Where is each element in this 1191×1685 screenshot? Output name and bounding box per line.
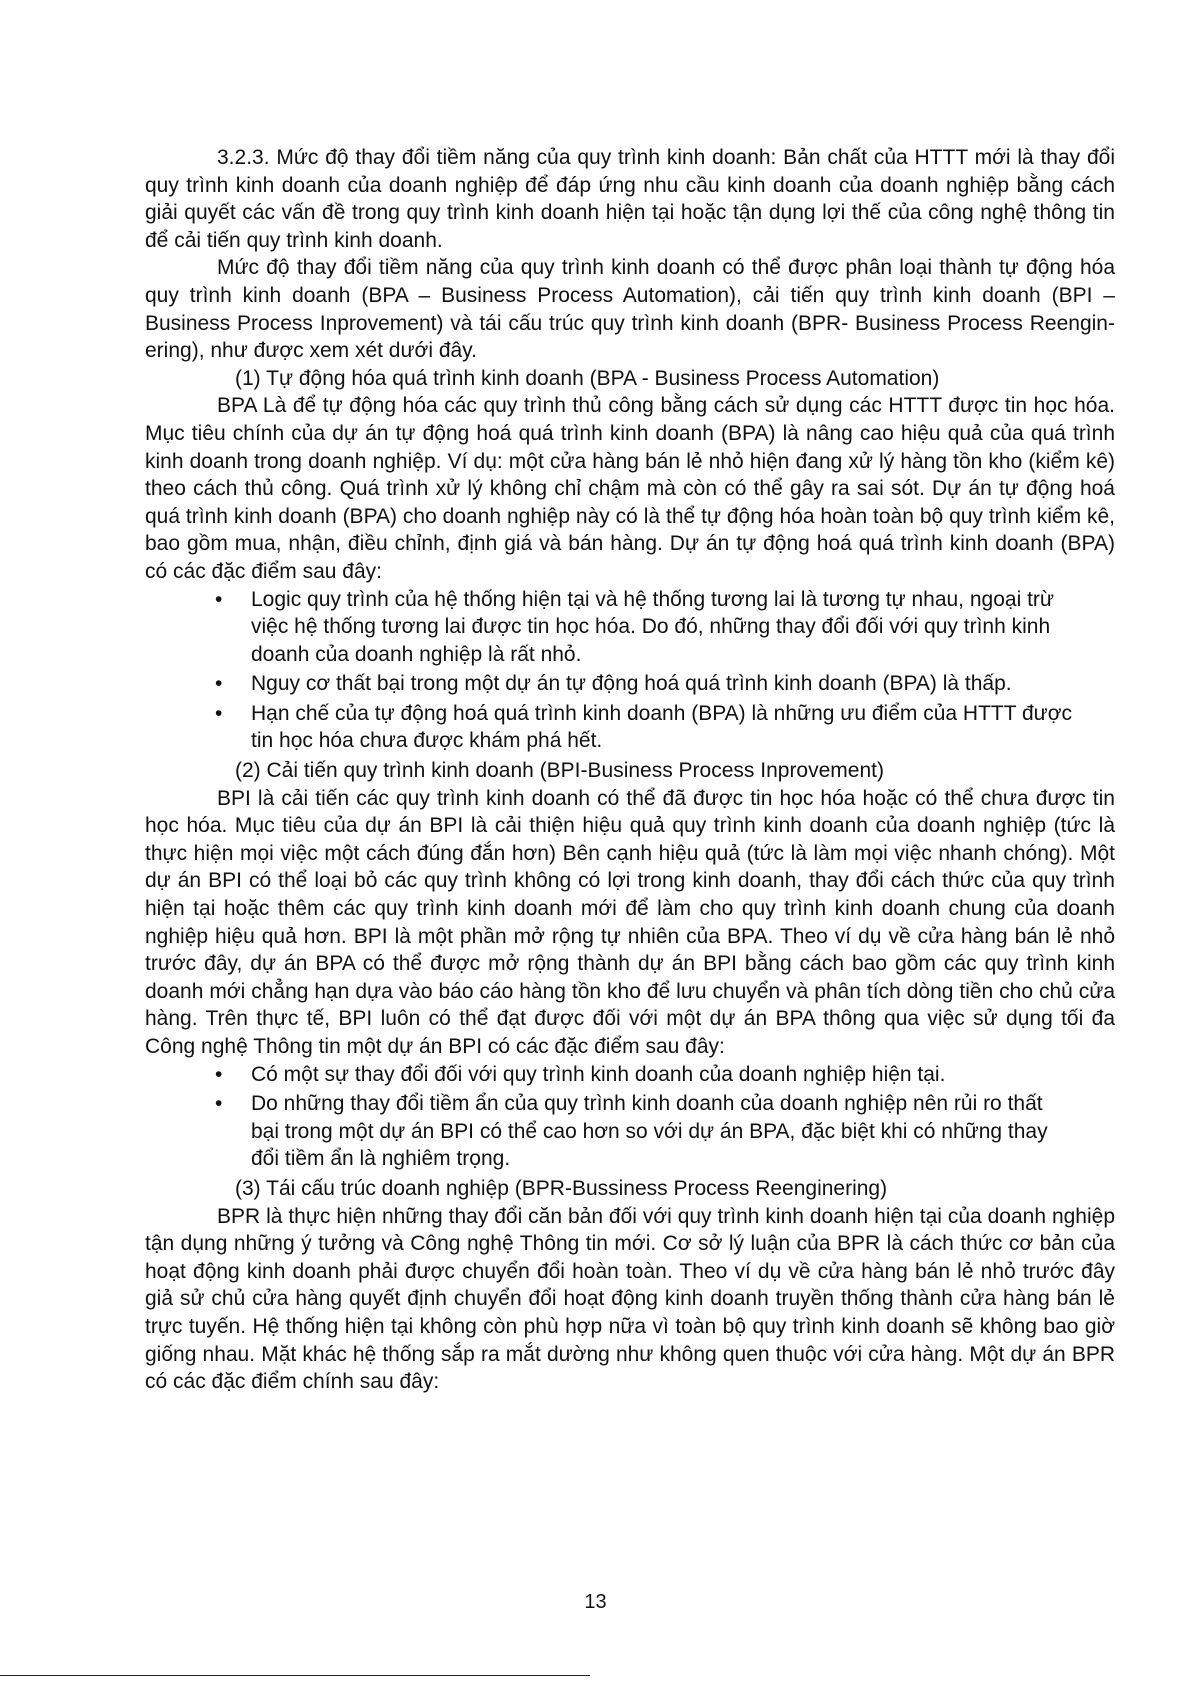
list-item xyxy=(145,700,1115,755)
paragraph-bpr: BPR là thực hiện những thay đổi căn bản đối với quy trình kinh doanh hiện tại của doanh nghiệp tận dụng những ý tưởng và Công nghệ Thông tin mới. Cơ sở lý luận của BPR là cách thức cơ bản của hoạt động kinh doanh phải được chuyển đổi hoàn toàn. Theo ví dụ về cửa hàng bán lẻ nhỏ trước đây giả sử chủ cửa hàng quyết định chuyển đổi hoạt động kinh doanh truyền thống thành cửa hàng bán lẻ trực tuyến. Hệ thống hiện tại không còn phù hợp nữa vì toàn bộ quy trình kinh doanh sẽ không bao giờ giống nhau. Mặt khác hệ thống sắp ra mắt dường như không quen thuộc với cửa hàng. Một dự án BPR có các đặc điểm chính sau đây: xyxy=(145,1204,1115,1394)
page-number: 13 xyxy=(584,1591,607,1613)
footer-divider xyxy=(0,1675,590,1676)
list-item-text: Hạn chế của tự động hoá quá trình kinh doanh (BPA) là những ưu điểm của HTTT được tin học hóa chưa được khám phá hết. xyxy=(251,701,1073,753)
list-item xyxy=(145,1090,1115,1173)
paragraph-bpa: BPA Là để tự động hóa các quy trình thủ công bằng cách sử dụng các HTTT được tin học hóa. Mục tiêu chính của dự án tự động hoá quá trình kinh doanh (BPA) là nâng cao hiệu quả của quá trình kinh doanh trong doanh nghiệp. Ví dụ: một cửa hàng bán lẻ nhỏ hiện đang xử lý hàng tồn kho (kiểm kê) theo cách thủ công. Quá trình xử lý không chỉ chậm mà còn có thể gây ra sai sót. Dự án tự động hoá quá trình kinh doanh (BPA) cho doanh nghiệp này có là thể tự động hóa hoàn toàn bộ quy trình kiểm kê, bao gồm mua, nhận, điều chỉnh, định giá và bán hàng. Dự án tự động hoá quá trình kinh doanh (BPA) có các đặc điểm sau đây: xyxy=(145,394,1115,583)
document-body xyxy=(145,144,1115,1396)
paragraph-bpi: BPI là cải tiến các quy trình kinh doanh có thể đã được tin học hóa hoặc có thể chưa được tin học hóa. Mục tiêu của dự án BPI là cải thiện hiệu quả quy trình kinh doanh của doanh nghiệp (tức là thực hiện mọi việc một cách đúng đắn hơn) Bên cạnh hiệu quả (tức là làm mọi việc nhanh chóng). Một dự án BPI có thể loại bỏ các quy trình không có lợi trong kinh doanh, thay đổi cách thức của quy trình hiện tại hoặc thêm các quy trình kinh doanh mới để làm cho quy trình kinh doanh chung của doanh nghiệp hiệu quả hơn. BPI là một phần mở rộng tự nhiên của BPA. Theo ví dụ về cửa hàng bán lẻ nhỏ trước đây, dự án BPA có thể được mở rộng thành dự án BPI bằng cách bao gồm các quy trình kinh doanh mới chẳng hạn dựa vào báo cáo hàng tồn kho để lưu chuyển và phân tích dòng tiền cho chủ cửa hàng. Trên thực tế, BPI luôn có thể đạt được đối với một dự án BPA thông qua việc sử dụng tối đa Công nghệ Thông tin một dự án BPI có các đặc điểm sau đây: xyxy=(145,786,1115,1058)
bullet-icon: • xyxy=(215,672,223,696)
list-item xyxy=(145,586,1115,669)
bpa-bullet-list xyxy=(145,586,1115,756)
paragraph-classification: Mức độ thay đổi tiềm năng của quy trình kinh doanh có thể được phân loại thành tự động hóa quy trình kinh doanh (BPA – Business Process Automation), cải tiến quy trình kinh doanh (BPI – Business Process Inprovement) và tái cấu trúc quy trình kinh doanh (BPR- Business Process Reenginering), như được xem xét dưới đây. xyxy=(145,256,1115,363)
list-item-text: Có một sự thay đổi đối với quy trình kinh doanh của doanh nghiệp hiện tại. xyxy=(251,1062,946,1086)
bullet-icon: • xyxy=(215,701,223,725)
list-item-text: Nguy cơ thất bại trong một dự án tự động hoá quá trình kinh doanh (BPA) là thấp. xyxy=(251,672,1012,696)
bullet-icon: • xyxy=(215,1092,223,1116)
list-item xyxy=(145,1061,1115,1089)
heading-bpa: (1) Tự động hóa quá trình kinh doanh (BPA - Business Process Automation) xyxy=(235,366,940,390)
bullet-icon: • xyxy=(215,1062,223,1086)
heading-bpr: (3) Tái cấu trúc doanh nghiệp (BPR-Bussiness Process Reenginering) xyxy=(235,1176,888,1200)
list-item-text: Do những thay đổi tiềm ẩn của quy trình kinh doanh của doanh nghiệp nên rủi ro thất bại trong một dự án BPI có thể cao hơn so với dự án BPA, đặc biệt khi có những thay đổi tiềm ẩn là nghiêm trọng. xyxy=(251,1092,1048,1171)
list-item-text: Logic quy trình của hệ thống hiện tại và hệ thống tương lai là tương tự nhau, ngoại trừ việc hệ thống tương lai được tin học hóa. Do đó, những thay đổi đối với quy trình kinh doanh của doanh nghiệp là rất nhỏ. xyxy=(251,587,1054,666)
paragraph-section-intro: 3.2.3. Mức độ thay đổi tiềm năng của quy trình kinh doanh: Bản chất của HTTT mới là thay đổi quy trình kinh doanh của doanh nghiệp để đáp ứng nhu cầu kinh doanh của doanh nghiệp bằng cách giải quyết các vấn đề trong quy trình kinh doanh hiện tại hoặc tận dụng lợi thế của công nghệ thông tin để cải tiến quy trình kinh doanh. xyxy=(145,146,1115,252)
bullet-icon: • xyxy=(215,587,223,611)
list-item xyxy=(145,670,1115,698)
bpi-bullet-list xyxy=(145,1061,1115,1173)
heading-bpi: (2) Cải tiến quy trình kinh doanh (BPI-Business Process Inprovement) xyxy=(235,759,884,783)
